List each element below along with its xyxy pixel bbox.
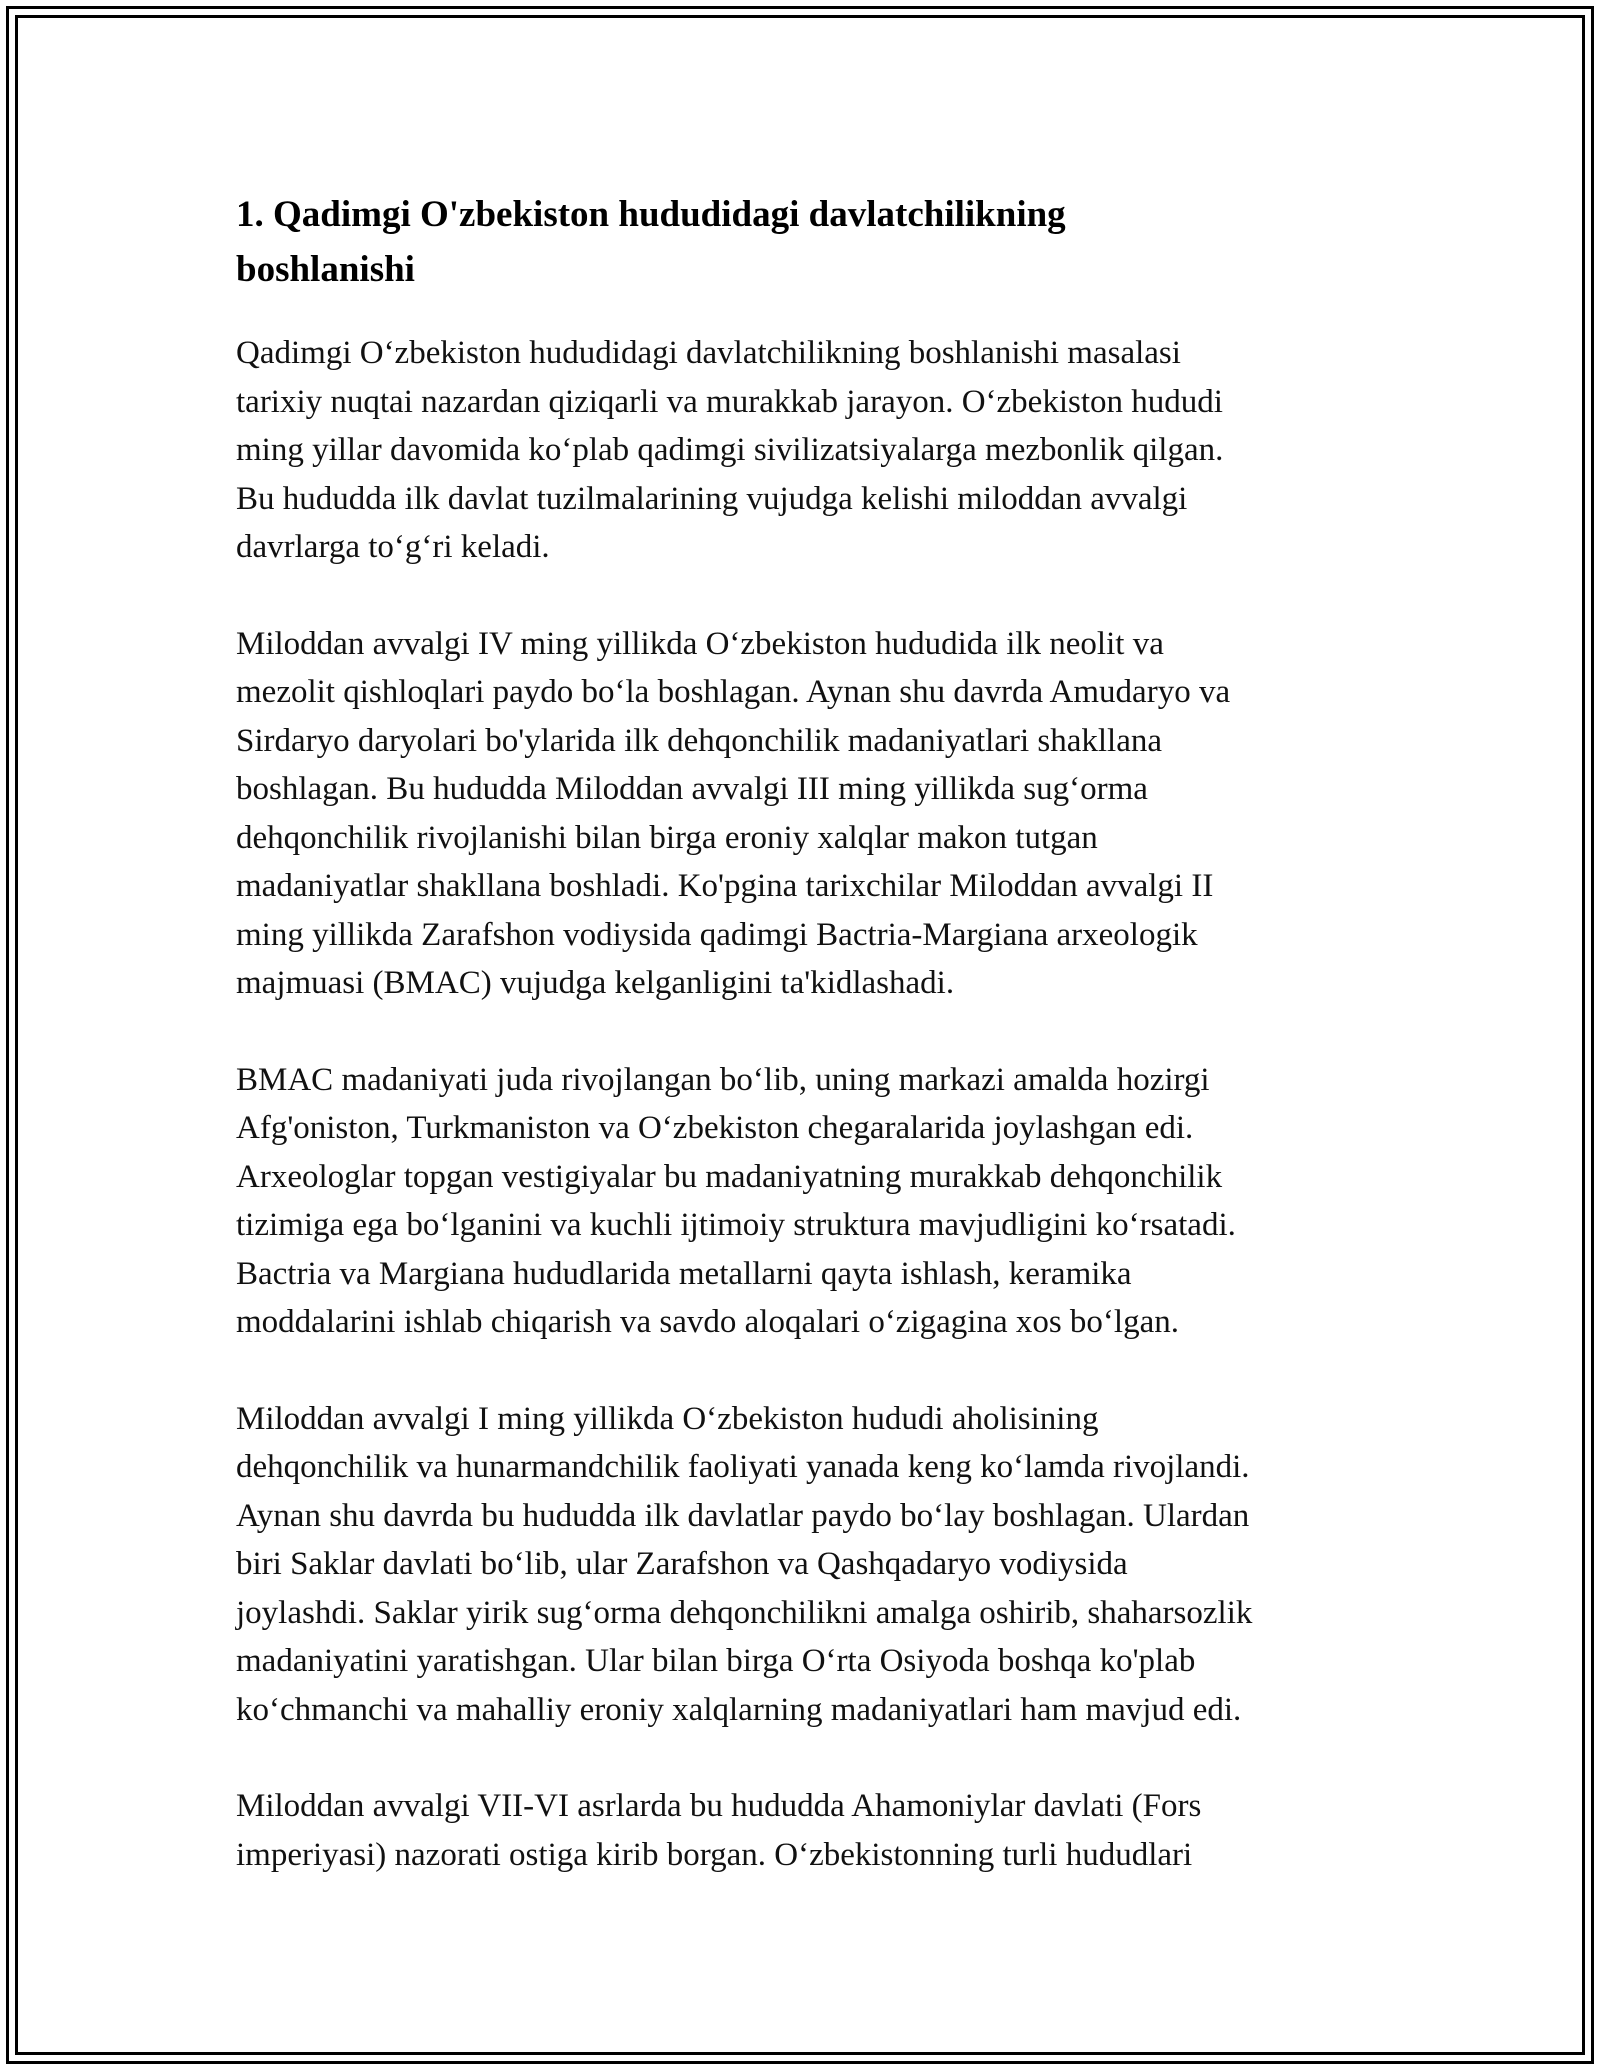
paragraph-1 (236, 329, 1376, 572)
paragraph-line: dehqonchilik va hunarmandchilik faoliyati yanada keng ko‘lamda rivojlandi. (236, 1449, 1250, 1485)
paragraph-line: tarixiy nuqtai nazardan qiziqarli va murakkab jarayon. O‘zbekiston hududi (236, 383, 1223, 420)
document-body (236, 187, 1376, 1927)
paragraph-line: Miloddan avvalgi VII-VI asrlarda bu hududda Ahamoniylar davlati (Fors (236, 1788, 1202, 1824)
paragraph-line: Bactria va Margiana hududlarida metallarni qayta ishlash, keramika (236, 1255, 1132, 1292)
paragraph-5 (236, 1782, 1376, 1879)
paragraph-line: boshlagan. Bu hududda Miloddan avvalgi III ming yillikda sug‘orma (236, 771, 1148, 807)
paragraph-line: ko‘chmanchi va mahalliy eroniy xalqlarning madaniyatlari ham mavjud edi. (236, 1691, 1242, 1728)
paragraph-4 (236, 1395, 1376, 1735)
paragraph-line: BMAC madaniyati juda rivojlangan bo‘lib, uning markazi amalda hozirgi (236, 1061, 1210, 1098)
paragraph-line: tizimiga ega bo‘lganini va kuchli ijtimoiy struktura mavjudligini ko‘rsatadi. (236, 1207, 1236, 1243)
paragraph-line: majmuasi (BMAC) vujudga kelganligini ta'kidlashadi. (236, 965, 955, 1001)
paragraph-line: dehqonchilik rivojlanishi bilan birga eroniy xalqlar makon tutgan (236, 819, 1098, 856)
paragraph-line: Qadimgi O‘zbekiston hududidagi davlatchilikning boshlanishi masalasi (236, 335, 1181, 371)
paragraph-line: ming yillar davomida ko‘plab qadimgi sivilizatsiyalarga mezbonlik qilgan. (236, 432, 1224, 468)
paragraph-line: imperiyasi) nazorati ostiga kirib borgan. O‘zbekistonning turli hududlari (236, 1836, 1193, 1873)
paragraph-line: mezolit qishloqlari paydo bo‘la boshlagan. Aynan shu davrda Amudaryo va (236, 674, 1231, 710)
section-heading-line-1: 1. Qadimgi O'zbekiston hududidagi davlatchilikning (236, 194, 1066, 235)
paragraph-line: biri Saklar davlati bo‘lib, ular Zarafshon va Qashqadaryo vodiysida (236, 1546, 1128, 1582)
section-heading (236, 187, 1376, 297)
paragraph-line: Miloddan avvalgi IV ming yillikda O‘zbekiston hududida ilk neolit va (236, 625, 1164, 662)
paragraph-2 (236, 620, 1376, 1008)
section-heading-line-2: boshlanishi (236, 249, 415, 290)
paragraph-line: Miloddan avvalgi I ming yillikda O‘zbekiston hududi aholisining (236, 1400, 1099, 1437)
paragraph-3 (236, 1056, 1376, 1347)
paragraph-line: ming yillikda Zarafshon vodiysida qadimgi Bactria-Margiana arxeologik (236, 916, 1198, 953)
paragraph-line: Sirdaryo daryolari bo'ylarida ilk dehqonchilik madaniyatlari shakllana (236, 722, 1162, 759)
paragraph-line: madaniyatlar shakllana boshladi. Ko'pgina tarixchilar Miloddan avvalgi II (236, 868, 1214, 904)
paragraph-line: joylashdi. Saklar yirik sug‘orma dehqonchilikni amalga oshirib, shaharsozlik (236, 1594, 1253, 1631)
paragraph-line: moddalarini ishlab chiqarish va savdo aloqalari o‘zigagina xos bo‘lgan. (236, 1304, 1179, 1340)
paragraph-line: Arxeologlar topgan vestigiyalar bu madaniyatning murakkab dehqonchilik (236, 1158, 1223, 1195)
paragraph-line: Bu hududda ilk davlat tuzilmalarining vujudga kelishi miloddan avvalgi (236, 480, 1188, 517)
paragraph-line: Aynan shu davrda bu hududda ilk davlatlar paydo bo‘lay boshlagan. Ulardan (236, 1497, 1250, 1534)
paragraph-line: madaniyatini yaratishgan. Ular bilan birga O‘rta Osiyoda boshqa ko'plab (236, 1643, 1196, 1679)
paragraph-line: Afg'oniston, Turkmaniston va O‘zbekiston chegaralarida joylashgan edi. (236, 1110, 1194, 1146)
paragraph-line: davrlarga to‘g‘ri keladi. (236, 529, 550, 565)
